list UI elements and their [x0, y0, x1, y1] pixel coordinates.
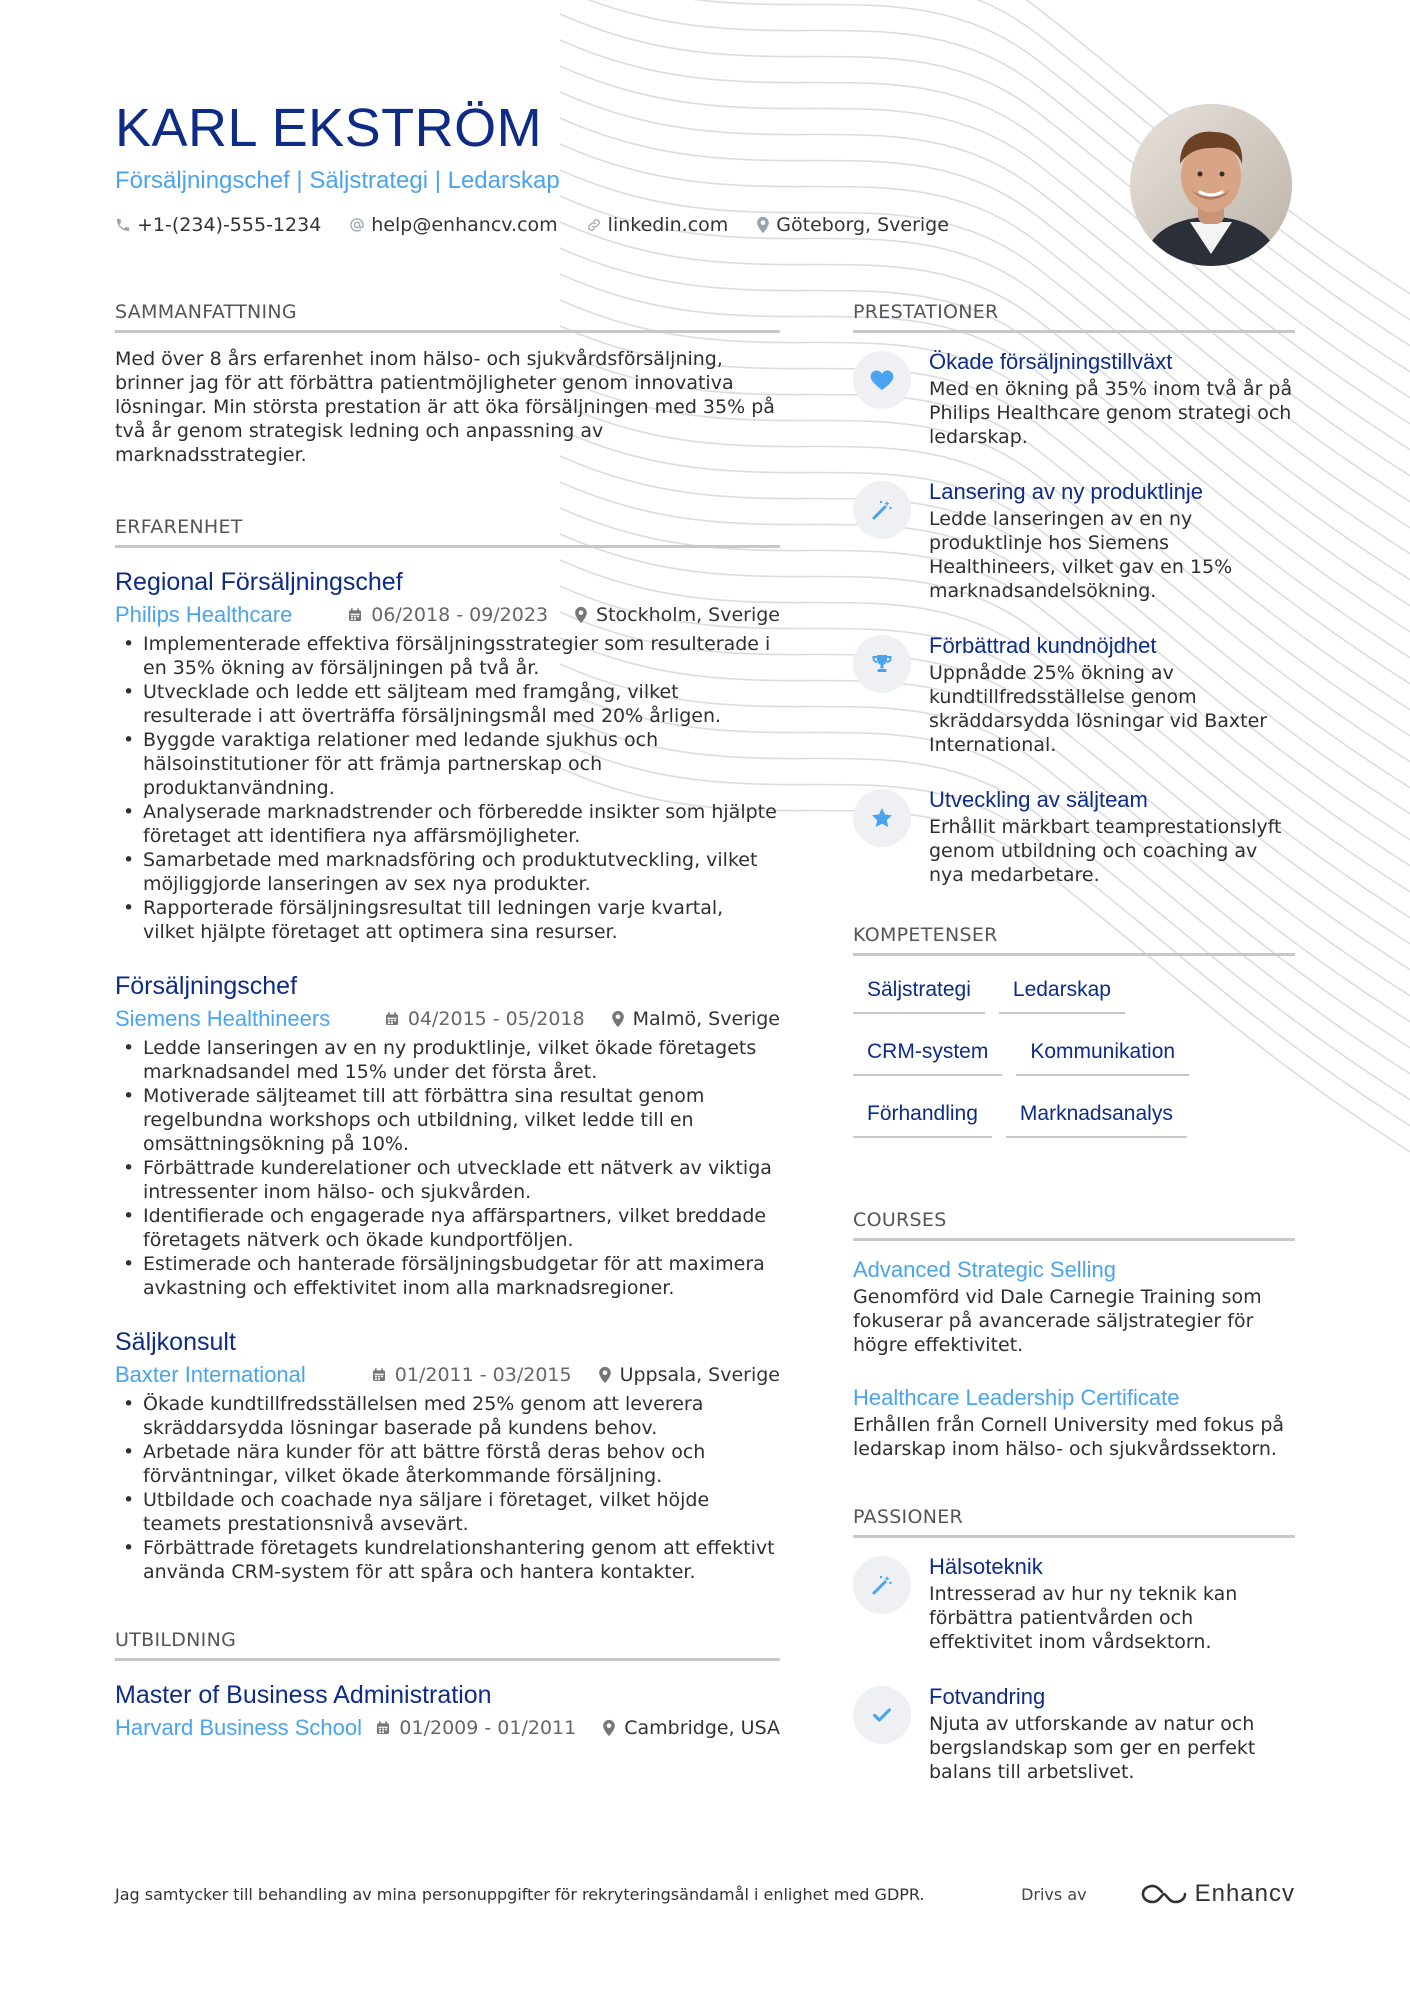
bullet-item: • Implementerade effektiva försäljningsstrategier som resulterade i en 35% ökning av försäljningen på två år. — [115, 632, 780, 680]
achievement-item — [853, 477, 1295, 603]
section-title: SAMMANFATTNING — [115, 300, 780, 333]
powered-by-label: Drivs av — [1021, 1884, 1087, 1904]
passion-title: Hälsoteknik — [929, 1554, 1043, 1579]
job-meta — [115, 600, 780, 630]
resume-footer — [115, 1880, 1295, 1908]
bullet-item: • Arbetade nära kunder för att bättre förstå deras behov och förväntningar, vilket ökade återkommande försäljning. — [115, 1440, 780, 1488]
achievements-section — [853, 300, 1295, 887]
education-meta — [115, 1713, 780, 1743]
education-section — [115, 1628, 780, 1743]
checkmark-icon — [853, 1686, 911, 1744]
location-icon — [598, 1366, 612, 1384]
contact-linkedin[interactable] — [586, 214, 729, 236]
courses-section — [853, 1208, 1295, 1461]
enhancv-logo[interactable] — [1141, 1880, 1295, 1908]
link-icon — [586, 217, 602, 233]
job-bullets — [115, 632, 780, 944]
phone-text: +1-(234)-555-1234 — [137, 214, 322, 236]
skill-tag: Kommunikation — [1016, 1032, 1189, 1076]
job-location: Malmö, Sverige — [611, 1008, 780, 1030]
trophy-icon — [853, 635, 911, 693]
job-dates: 04/2015 - 05/2018 — [384, 1008, 585, 1030]
summary-section — [115, 300, 780, 467]
skill-tag: Säljstrategi — [853, 970, 985, 1014]
skill-tag: Ledarskap — [999, 970, 1125, 1014]
bullet-item: • Ledde lanseringen av en ny produktlinje, vilket ökade företagets marknadsandel med 15% under det första året. — [115, 1036, 780, 1084]
achievement-title: Lansering av ny produktlinje — [929, 479, 1203, 504]
location-icon — [611, 1010, 625, 1028]
bullet-item: • Rapporterade försäljningsresultat till ledningen varje kvartal, vilket hjälpte företaget att optimera sina resurser. — [115, 896, 780, 944]
job-title: Försäljningschef — [115, 972, 298, 1000]
passion-desc: Njuta av utforskande av natur och bergslandskap som ger en perfekt balans till arbetslivet. — [929, 1713, 1256, 1783]
achievement-title: Utveckling av säljteam — [929, 787, 1148, 812]
section-title: COURSES — [853, 1208, 1295, 1241]
school-name: Harvard Business School — [115, 1715, 363, 1740]
course-title: Healthcare Leadership Certificate — [853, 1385, 1180, 1410]
bullet-item: • Ökade kundtillfredsställelsen med 25% genom att leverera skräddarsydda lösningar baserade på kundens behov. — [115, 1392, 780, 1440]
skill-tag: Marknadsanalys — [1006, 1094, 1187, 1138]
section-title: UTBILDNING — [115, 1628, 780, 1661]
job-title: Säljkonsult — [115, 1328, 236, 1356]
magic-wand-icon — [853, 1556, 911, 1614]
section-title: PASSIONER — [853, 1505, 1295, 1538]
calendar-icon — [375, 1720, 391, 1736]
brand-name: Enhancv — [1194, 1880, 1295, 1907]
bullet-item: • Analyserade marknadstrender och förberedde insikter som hjälpte företaget att identifiera nya affärsmöjligheter. — [115, 800, 780, 848]
achievement-item — [853, 785, 1295, 887]
job-bullets — [115, 1392, 780, 1584]
email-text: help@enhancv.com — [371, 214, 558, 236]
job-meta — [115, 1004, 780, 1034]
skills-section — [853, 923, 1295, 1156]
achievement-title: Förbättrad kundnöjdhet — [929, 633, 1157, 658]
achievement-desc: Erhållit märkbart teamprestationslyft genom utbildning och coaching av nya medarbetare. — [929, 816, 1282, 886]
achievement-desc: Ledde lanseringen av en ny produktlinje hos Siemens Healthineers, vilket gav en 15% marknadsandelsökning. — [929, 508, 1233, 602]
course-item — [853, 1255, 1295, 1357]
bullet-item: • Samarbetade med marknadsföring och produktutveckling, vilket möjliggjorde lanseringen av sex nya produkter. — [115, 848, 780, 896]
degree-title: Master of Business Administration — [115, 1681, 492, 1709]
bullet-item: • Estimerade och hanterade försäljningsbudgetar för att maximera avkastning och effektivitet inom alla marknadsregioner. — [115, 1252, 780, 1300]
achievement-item — [853, 631, 1295, 757]
education-item — [115, 1679, 780, 1743]
at-icon — [349, 217, 365, 233]
skill-tag: Förhandling — [853, 1094, 992, 1138]
bullet-item: • Byggde varaktiga relationer med ledande sjukhus och hälsoinstitutioner för att främja partnerskap och produktanvändning. — [115, 728, 780, 800]
course-item — [853, 1383, 1295, 1461]
passion-item — [853, 1682, 1295, 1784]
company-name: Siemens Healthineers — [115, 1006, 331, 1031]
course-title: Advanced Strategic Selling — [853, 1257, 1116, 1282]
achievement-title: Ökade försäljningstillväxt — [929, 349, 1173, 374]
contact-phone[interactable] — [115, 214, 321, 236]
job-dates: 01/2011 - 03/2015 — [371, 1364, 572, 1386]
contact-email[interactable] — [349, 214, 557, 236]
passion-item — [853, 1552, 1295, 1654]
experience-item — [115, 1326, 780, 1584]
location-icon — [756, 216, 770, 234]
calendar-icon — [347, 607, 363, 623]
right-column — [853, 300, 1295, 1812]
bullet-item: • Förbättrade kunderelationer och utvecklade ett nätverk av viktiga intressenter inom hälso- och sjukvården. — [115, 1156, 780, 1204]
left-column — [115, 300, 780, 1761]
education-dates: 01/2009 - 01/2011 — [375, 1717, 576, 1739]
experience-item — [115, 970, 780, 1300]
bullet-item: • Förbättrade företagets kundrelationshantering genom att effektivt använda CRM-system för att spåra och hantera kontakter. — [115, 1536, 780, 1584]
contact-bar — [115, 214, 1115, 236]
achievement-desc: Uppnådde 25% ökning av kundtillfredsställelse genom skräddarsydda lösningar vid Baxter International. — [929, 662, 1268, 756]
section-title: KOMPETENSER — [853, 923, 1295, 956]
profile-photo — [1130, 104, 1292, 266]
phone-icon — [115, 217, 131, 233]
skills-list — [853, 970, 1295, 1156]
experience-section — [115, 515, 780, 1584]
job-bullets — [115, 1036, 780, 1300]
course-desc: Erhållen från Cornell University med fokus på ledarskap inom hälso- och sjukvårdssektorn. — [853, 1414, 1285, 1460]
magic-wand-icon — [853, 481, 911, 539]
job-meta — [115, 1360, 780, 1390]
bullet-item: • Identifierade och engagerade nya affärspartners, vilket breddade företagets nätverk och ökade kundportföljen. — [115, 1204, 780, 1252]
company-name: Baxter International — [115, 1362, 306, 1387]
education-location: Cambridge, USA — [602, 1717, 780, 1739]
linkedin-text: linkedin.com — [607, 214, 729, 236]
location-icon — [574, 606, 588, 624]
job-location: Stockholm, Sverige — [574, 604, 780, 626]
job-dates: 06/2018 - 09/2023 — [347, 604, 548, 626]
infinity-logo-icon — [1141, 1882, 1187, 1906]
achievement-desc: Med en ökning på 35% inom två år på Philips Healthcare genom strategi och ledarskap. — [929, 378, 1293, 448]
contact-location — [756, 214, 949, 236]
calendar-icon — [371, 1367, 387, 1383]
candidate-name: KARL EKSTRÖM — [115, 98, 543, 158]
star-icon — [853, 789, 911, 847]
skill-tag: CRM-system — [853, 1032, 1002, 1076]
job-title: Regional Försäljningschef — [115, 568, 403, 596]
candidate-subtitle: Försäljningschef | Säljstrategi | Ledarskap — [115, 167, 560, 194]
achievement-item — [853, 347, 1295, 449]
resume-header — [115, 96, 1115, 236]
heart-icon — [853, 351, 911, 409]
passion-title: Fotvandring — [929, 1684, 1046, 1709]
passion-desc: Intresserad av hur ny teknik kan förbättra patientvården och effektivitet inom vårdsektorn. — [929, 1583, 1238, 1653]
location-text: Göteborg, Sverige — [776, 214, 949, 236]
location-icon — [602, 1719, 616, 1737]
calendar-icon — [384, 1011, 400, 1027]
bullet-item: • Utbildade och coachade nya säljare i företaget, vilket höjde teamets prestationsnivå avsevärt. — [115, 1488, 780, 1536]
section-title: ERFARENHET — [115, 515, 780, 548]
summary-text: Med över 8 års erfarenhet inom hälso- och sjukvårdsförsäljning, brinner jag för att förbättra patientmöjligheter genom innovativa lösningar. Min största prestation är att öka försäljningen med 35% på två år genom strategisk ledning och anpassning av marknadsstrategier. — [115, 348, 775, 466]
section-title: PRESTATIONER — [853, 300, 1295, 333]
gdpr-consent-text: Jag samtycker till behandling av mina personuppgifter för rekryteringsändamål i enlighet med GDPR. — [115, 1884, 925, 1904]
company-name: Philips Healthcare — [115, 602, 293, 627]
job-location: Uppsala, Sverige — [598, 1364, 780, 1386]
passions-section — [853, 1505, 1295, 1784]
bullet-item: • Utvecklade och ledde ett säljteam med framgång, vilket resulterade i att överträffa försäljningsmål med 20% årligen. — [115, 680, 780, 728]
course-desc: Genomförd vid Dale Carnegie Training som fokuserar på avancerade säljstrategier för högre effektivitet. — [853, 1286, 1262, 1356]
bullet-item: • Motiverade säljteamet till att förbättra sina resultat genom regelbundna workshops och utbildning, vilket ledde till en omsättningsökning på 10%. — [115, 1084, 780, 1156]
experience-item — [115, 566, 780, 944]
